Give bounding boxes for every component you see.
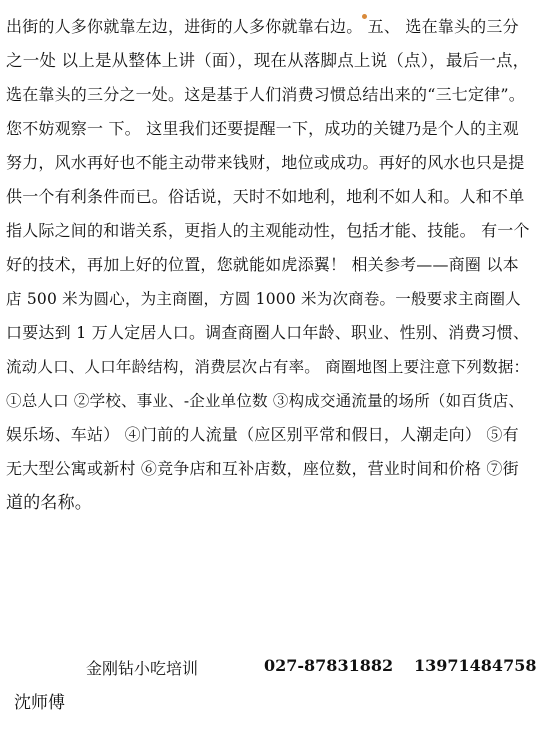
text-line: 口要达到 1 万人定居人口。调查商圈人口年龄、职业、性别、消费习惯、 <box>6 323 530 342</box>
text-line: 娱乐场、车站） ④门前的人流量（应区别平常和假日，人潮走向） ⑤有 <box>6 425 519 444</box>
text-line: 您不妨观察一 下。 这里我们还要提醒一下，成功的关键乃是个人的主观 <box>6 119 519 138</box>
text-line: 店 500 米为圆心，为主商圈，方圆 1000 米为次商卷。一般要求主商圈人 <box>6 290 521 308</box>
text-line: 供一个有利条件而已。俗话说，天时不如地利，地利不如人和。人和不单 <box>6 187 525 206</box>
text-line: 道的名称。 <box>6 493 92 513</box>
text-line: 无大型公寓或新村 ⑥竞争店和互补店数，座位数，营业时间和价格 ⑦街 <box>6 459 519 478</box>
text-line: ①总人口 ②学校、事业、-企业单位数 ③构成交通流量的场所（如百货店、 <box>6 392 525 410</box>
footer-mobile: 13971484758 <box>414 656 537 675</box>
text-line: 之一处 以上是从整体上讲（面），现在从落脚点上说（点），最后一点， <box>6 51 530 70</box>
footer-company: 金刚钻小吃培训 <box>86 659 199 678</box>
text-line: 指人际之间的和谐关系，更指人的主观能动性，包括才能、技能。 有一个 <box>6 221 530 240</box>
text-line: 选在靠头的三分之一处。这是基于人们消费习惯总结出来的“三七定律”。 <box>6 85 525 104</box>
text-line: 努力，风水再好也不能主动带来钱财，地位或成功。再好的风水也只是提 <box>6 153 525 172</box>
signature: 沈师傅 <box>14 693 65 713</box>
footer-phone: 027-87831882 <box>264 656 394 675</box>
text-line: 好的技术，再加上好的位置，您就能如虎添翼！ 相关参考——商圈 以本 <box>6 255 519 274</box>
text-line: 流动人口、人口年龄结构，消费层次占有率。 商圈地图上要注意下列数据： <box>6 358 530 376</box>
text-line: 出街的人多你就靠左边，进街的人多你就靠右边。 五、 选在靠头的三分 <box>6 17 519 36</box>
document-body <box>6 10 534 520</box>
